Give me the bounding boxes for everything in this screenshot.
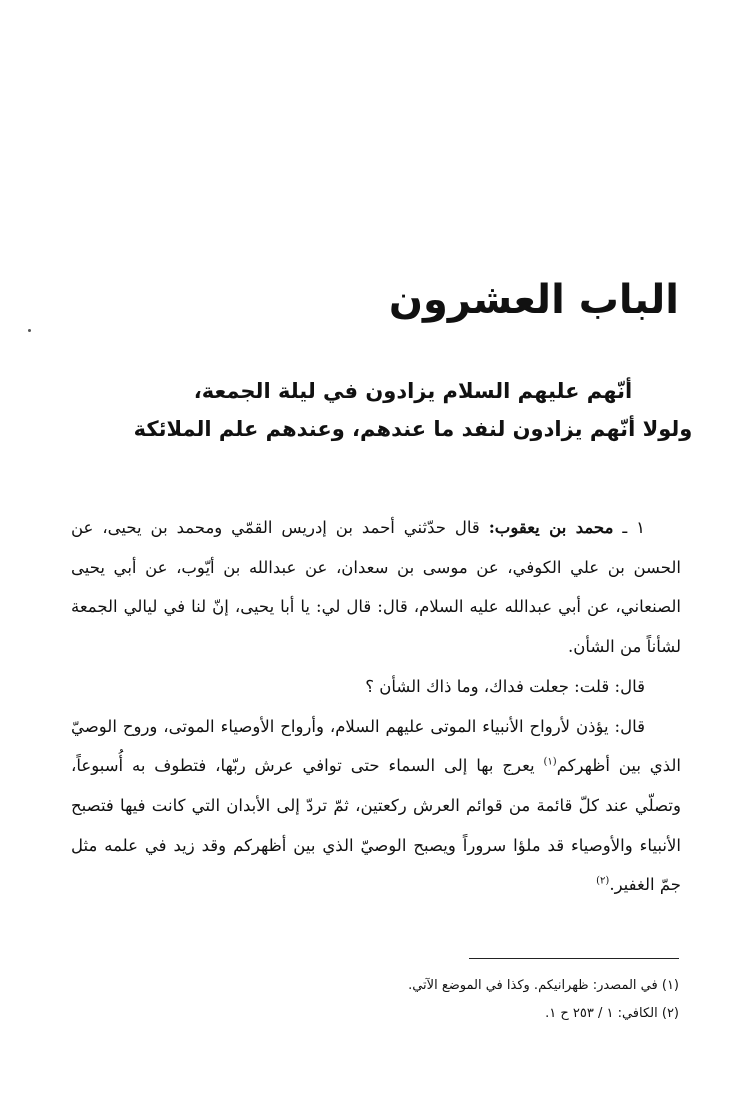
footnotes — [69, 972, 679, 1028]
hadith-text-part-2: يعرج بها إلى السماء حتى توافي عرش ربّها، فتطوف به أُسبوعاً، وتصلّي عند كلّ قائمة من قوائم العرش ركعتين، ثمّ تردّ إلى الأبدان التي كانت فيها فتصبح الأنبياء والأوصياء قد ملؤا سروراً ويصبح الوصيّ الذي بين أظهركم وقد زيد في علمه مثل جمّ الغفير. — [71, 756, 681, 895]
footnote-divider — [469, 958, 679, 959]
chapter-heading-line-2: ولولا أنّهم يزادون لنفد ما عندهم، وعندهم علم الملائكة — [133, 417, 693, 441]
hadith-paragraph-3 — [71, 707, 681, 906]
chapter-heading-line-1: أنّهم عليهم السلام يزادون في ليلة الجمعة، — [193, 379, 633, 403]
footnote-ref-1[interactable]: (١) — [543, 756, 557, 768]
hadith-paragraph-2: قال: قلت: جعلت فداك، وما ذاك الشأن ؟ — [365, 676, 645, 696]
hadith-text-part-1: قال: يؤذن لأرواح الأنبياء الموتى عليهم السلام، وأرواح الأوصياء الموتى، وروح الوصيّ الذي بين أظهركم — [71, 716, 681, 776]
narrator-name: محمد بن يعقوب: — [488, 518, 614, 537]
chapter-heading — [133, 372, 693, 448]
hadith-paragraph-1 — [71, 508, 681, 667]
hadith-number: ١ ـ — [622, 518, 645, 537]
footnote-1: (١) في المصدر: ظهرانيكم. وكذا في الموضع الآتي. — [408, 978, 679, 993]
footnote-2: (٢) الكافي: ١ / ٢٥٣ ح ١. — [545, 1006, 679, 1021]
footnote-ref-2[interactable]: (٢) — [596, 875, 610, 887]
hadith-chain: قال حدّثني أحمد بن إدريس القمّي ومحمد بن يحيى، عن الحسن بن علي الكوفي، عن موسى بن سعدان، عن عبدالله بن أيّوب، عن أبي يحيى الصنعاني، عن أبي عبدالله عليه السلام، قال: قال لي: يا أبا يحيى، إنّ لنا في ليالي الجمعة لشأناً من الشأن. — [71, 518, 681, 657]
chapter-title: الباب العشرون — [388, 277, 679, 323]
scan-speck — [28, 329, 31, 332]
hadith-text — [71, 508, 681, 905]
